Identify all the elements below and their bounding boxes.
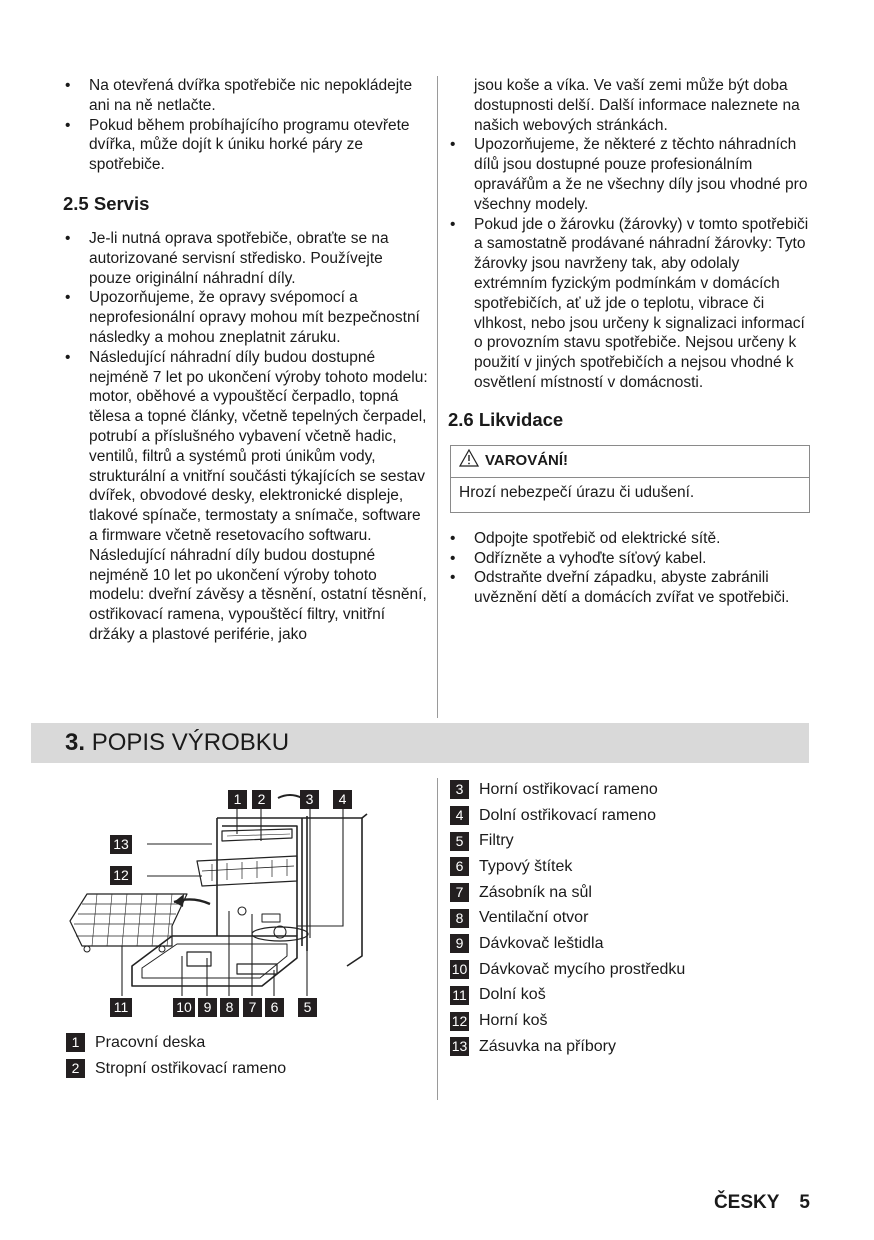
part-label: Dolní koš: [479, 986, 546, 1004]
safety-list-top: [63, 76, 429, 175]
warning-text: Hrozí nebezpečí úrazu či udušení.: [459, 483, 695, 501]
callout-8: 8: [220, 998, 239, 1017]
section-heading-servis: 2.5 Servis: [63, 192, 150, 214]
chapter-header-bar: [31, 723, 809, 763]
warning-triangle-icon: [459, 449, 479, 473]
list-item: • Následující náhradní díly budou dostupné nejméně 7 let po ukončení výroby tohoto modelu: motor, oběhové a vypouštěcí čerpadlo, topná tělesa a topné články, včetně tepelných čerpadel, potrubí a příslušného vybavení včetně hadic, ventilů, filtrů a systémů proti únikům vody, strukturální a vnitřní součásti týkajících se sestav dvířek, obvodové desky, elektronické displeje, tlakové spínače, termostaty a snímače, software a firmware včetně resetovacího softwaru. Následující náhradní díly budou dostupné nejméně 10 let po ukončení výroby tohoto modelu: dveřní závěsy a těsnění, ostatní těsnění, ostřikovací ramena, vypouštěcí filtry, vnitřní držáky a plastové periférie, jako: [63, 348, 429, 645]
part-number: 3: [450, 780, 469, 799]
part-item: [450, 854, 685, 880]
part-number: 7: [450, 883, 469, 902]
list-item: • Na otevřená dvířka spotřebiče nic nepokládejte ani na ně netlačte.: [63, 76, 429, 116]
part-label: Zásuvka na příbory: [479, 1037, 616, 1055]
part-number: 11: [450, 986, 469, 1005]
callout-12: 12: [110, 866, 132, 885]
part-label: Dolní ostřikovací rameno: [479, 806, 656, 824]
section-heading-likvidace: 2.6 Likvidace: [448, 408, 564, 430]
warning-box: [450, 445, 810, 513]
part-label: Zásobník na sůl: [479, 883, 592, 901]
chapter-title-text: POPIS VÝROBKU: [91, 729, 290, 756]
callout-13: 13: [110, 835, 132, 854]
part-label: Typový štítek: [479, 857, 573, 875]
part-number: 4: [450, 806, 469, 825]
part-item: [450, 880, 685, 906]
part-item: [66, 1056, 286, 1082]
list-item: • Je-li nutná oprava spotřebiče, obraťte se na autorizované servisní středisko. Používejte pouze originální náhradní díly.: [63, 229, 429, 288]
parts-list-right: [450, 777, 685, 1060]
part-label: Filtry: [479, 832, 514, 850]
part-label: Horní koš: [479, 1012, 548, 1030]
parts-list-left: [66, 1030, 286, 1081]
callout-4: 4: [333, 790, 352, 809]
part-number: 9: [450, 934, 469, 953]
part-item: [66, 1030, 286, 1056]
part-item: [450, 1008, 685, 1034]
part-item: [450, 983, 685, 1009]
part-number: 6: [450, 857, 469, 876]
left-text-column: [63, 76, 429, 645]
part-item: [450, 957, 685, 983]
callout-11: 11: [110, 998, 132, 1017]
column-divider-top: [437, 76, 438, 718]
dishwasher-diagram: [62, 786, 382, 1022]
callout-9: 9: [198, 998, 217, 1017]
part-number: 5: [450, 832, 469, 851]
list-item: • Upozorňujeme, že opravy svépomocí a neprofesionální opravy mohou mít bezpečnostní následky a mohou zneplatnit záruku.: [63, 288, 429, 347]
part-number: 1: [66, 1033, 85, 1052]
part-label: Horní ostřikovací rameno: [479, 780, 658, 798]
page-footer: [714, 1192, 810, 1214]
part-number: 2: [66, 1059, 85, 1078]
part-item: [450, 905, 685, 931]
part-label: Pracovní deska: [95, 1033, 206, 1051]
list-item: • Odpojte spotřebič od elektrické sítě.: [448, 529, 814, 549]
servis-list: [63, 229, 429, 645]
page-number: 5: [799, 1192, 810, 1213]
column-divider-bottom: [437, 778, 438, 1100]
list-item: • Upozorňujeme, že některé z těchto náhradních dílů jsou dostupné pouze profesionálním opravářům a že ne všechny díly jsou vhodné pro všechny modely.: [448, 135, 814, 214]
warning-title: VAROVÁNÍ!: [485, 452, 569, 470]
callout-7: 7: [243, 998, 262, 1017]
list-item: • Odřízněte a vyhoďte síťový kabel.: [448, 549, 814, 569]
list-item: • Pokud během probíhajícího programu otevřete dvířka, může dojít k úniku horké páry ze spotřebiče.: [63, 116, 429, 175]
callout-3: 3: [300, 790, 319, 809]
part-label: Dávkovač leštidla: [479, 934, 604, 952]
list-item: • Pokud jde o žárovku (žárovky) v tomto spotřebiči a samostatně prodávané náhradní žárovky: Tyto žárovky jsou navrženy tak, aby odolaly extrémním fyzickým podmínkám v domácích spotřebičích, ať už jde o teplotu, vibrace či vlhkost, nebo jsou určeny k signalizaci informací o provozním stavu spotřebiče. Nejsou určeny k použití v jiných spotřebičích a nejsou vhodné k osvětlení místností v domácnosti.: [448, 215, 814, 393]
part-number: 13: [451, 1038, 468, 1055]
chapter-number: 3.: [65, 729, 86, 756]
part-label: Dávkovač mycího prostředku: [479, 960, 686, 978]
part-number: 10: [451, 961, 468, 978]
part-label: Ventilační otvor: [479, 909, 589, 927]
callout-10: 10: [173, 998, 195, 1017]
warning-header: [451, 446, 809, 478]
callout-6: 6: [265, 998, 284, 1017]
part-item: [450, 1034, 685, 1060]
part-item: [450, 777, 685, 803]
list-item: • Odstraňte dveřní západku, abyste zabránili uvěznění dětí a domácích zvířat ve spotřebiči.: [448, 568, 814, 608]
callout-1: 1: [228, 790, 247, 809]
part-item: [450, 931, 685, 957]
part-number: 12: [451, 1012, 468, 1029]
part-number: 8: [450, 909, 469, 928]
footer-language: ČESKY: [713, 1192, 780, 1213]
part-item: [450, 803, 685, 829]
chapter-title: [65, 729, 289, 757]
part-item: [450, 828, 685, 854]
list-item-continuation: jsou koše a víka. Ve vaší zemi může být doba dostupnosti delší. Další informace naleznete na našich webových stránkách.: [474, 77, 800, 134]
right-text-column: [448, 76, 814, 608]
part-label: Stropní ostřikovací rameno: [95, 1059, 287, 1077]
callout-2: 2: [252, 790, 271, 809]
callout-5: 5: [298, 998, 317, 1017]
servis-list-continued: [448, 76, 814, 393]
likvidace-list: [448, 529, 814, 608]
